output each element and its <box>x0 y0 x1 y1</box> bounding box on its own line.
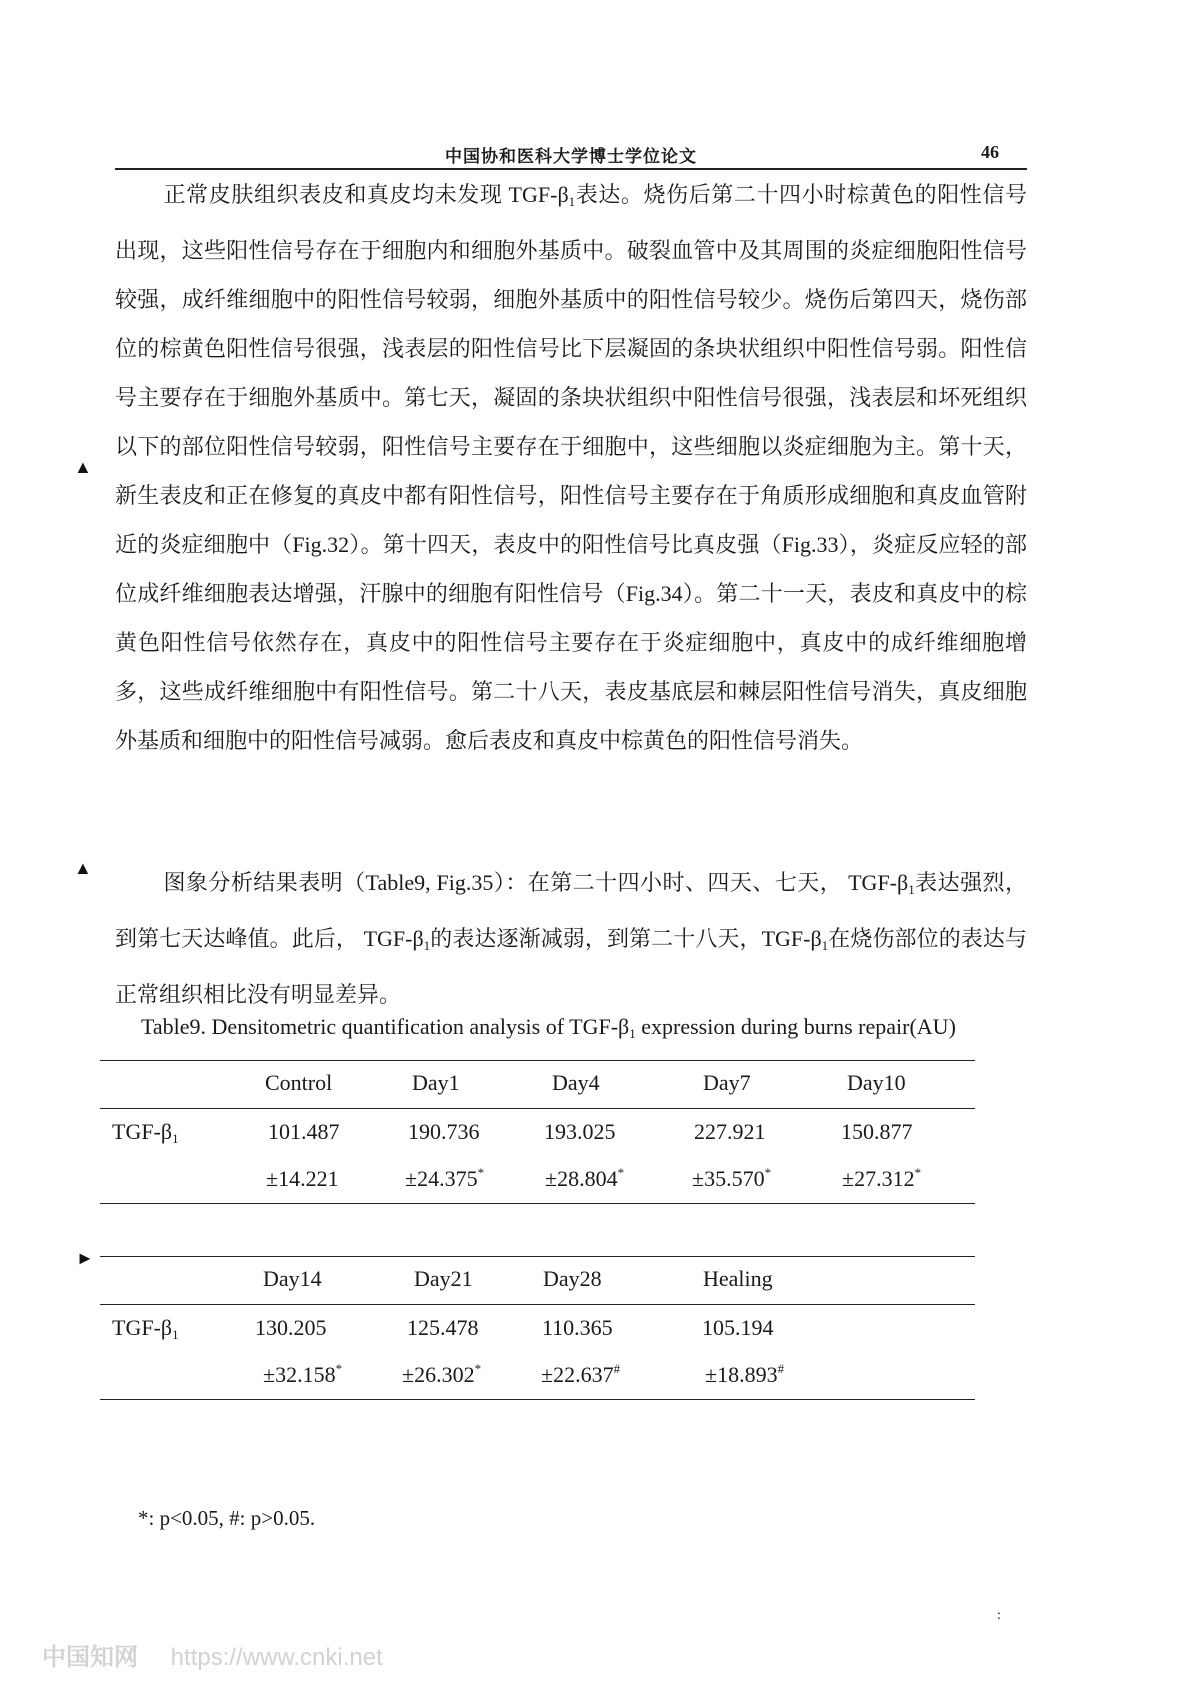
table-header-cell: Day1 <box>412 1070 460 1095</box>
table-header-cell: Healing <box>703 1266 773 1291</box>
table-top-rule <box>100 1060 975 1061</box>
table-footnote: *: p<0.05, #: p>0.05. <box>138 1506 316 1530</box>
scan-mark-icon: ▲ <box>74 858 92 878</box>
table-header-cell: Day28 <box>543 1266 602 1291</box>
table-bottom-rule <box>100 1399 975 1400</box>
sd-value: ±32.158* <box>263 1361 343 1387</box>
mean-value: 110.365 <box>542 1315 613 1340</box>
table-caption-text: Table9. Densitometric quantification analysis of TGF-$\beta_1$ expression during burns repair(AU) <box>141 1014 956 1041</box>
table-header-cell: Day10 <box>847 1070 906 1095</box>
table-header-rule <box>100 1304 975 1305</box>
sd-value: ±35.570* <box>692 1165 772 1191</box>
cnki-watermark <box>42 1637 383 1672</box>
mean-value: 105.194 <box>702 1315 774 1340</box>
mean-value: 125.478 <box>407 1315 479 1340</box>
mean-value: 193.025 <box>544 1119 616 1144</box>
sd-value: ±28.804* <box>545 1165 625 1191</box>
results-paragraph-text: 正常皮肤组织表皮和真皮均未发现 TGF-$\beta_1$表达。烧伤后第二十四小时棕黄色的阳性信号出现，这些阳性信号存在于细胞内和细胞外基质中。破裂血管中及其周围的炎症细胞阳性信号较强，成纤维细胞中的阳性信号较弱，细胞外基质中的阳性信号较少。烧伤后第四天，烧伤部位的棕黄色阳性信号很强，浅表层的阳性信号比下层凝固的条块状组织中阳性信号弱。阳性信号主要存在于细胞外基质中。第七天，凝固的条块状组织中阳性信号很强，浅表层和坏死组织以下的部位阳性信号较弱，阳性信号主要存在于细胞中，这些细胞以炎症细胞为主。第十天，新生表皮和正在修复的真皮中都有阳性信号，阳性信号主要存在于角质形成细胞和真皮血管附近的炎症细胞中（Fig.32）。第十四天，表皮中的阳性信号比真皮强（Fig.33），炎症反应轻的部位成纤维细胞表达增强，汗腺中的细胞有阳性信号（Fig.34）。第二十一天，表皮和真皮中的棕黄色阳性信号依然存在，真皮中的阳性信号主要存在于炎症细胞中，真皮中的成纤维细胞增多，这些成纤维细胞中有阳性信号。第二十八天，表皮基底层和棘层阳性信号消失，真皮细胞外基质和细胞中的阳性信号减弱。愈后表皮和真皮中棕黄色的阳性信号消失。 <box>115 182 1027 753</box>
row-label: TGF-$\beta_1$ <box>112 1119 179 1146</box>
table-header-cell: Day14 <box>263 1266 322 1291</box>
mean-value: 130.205 <box>255 1315 327 1340</box>
scan-mark-icon: ▲ <box>74 457 92 477</box>
table-header-cell: Control <box>265 1070 333 1095</box>
mean-value: 150.877 <box>841 1119 913 1144</box>
page-header <box>115 140 1027 170</box>
sd-value: ±22.637# <box>541 1361 621 1387</box>
sd-value: ±24.375* <box>405 1165 485 1191</box>
table-top-rule <box>100 1256 975 1257</box>
cnki-url: https://www.cnki.net <box>170 1644 383 1671</box>
page-number: 46 <box>981 142 999 162</box>
sd-value: ±27.312* <box>842 1165 922 1191</box>
mean-value: 227.921 <box>694 1119 766 1144</box>
table-bottom-rule <box>100 1203 975 1204</box>
sd-value: ±14.221 <box>266 1166 339 1191</box>
table-caption <box>115 1002 1027 1058</box>
table-header-cell: Day4 <box>552 1070 600 1095</box>
table-header-rule <box>100 1108 975 1109</box>
scan-mark-icon: ► <box>76 1248 94 1268</box>
scan-dot-icon: : <box>997 1608 1001 1623</box>
image-analysis-paragraph <box>115 858 1027 1019</box>
cnki-logo: 中国知网 <box>42 1644 138 1671</box>
results-paragraph <box>115 170 1027 765</box>
mean-value: 190.736 <box>408 1119 480 1144</box>
thesis-title: 中国协和医科大学博士学位论文 <box>445 147 697 166</box>
sd-value: ±26.302* <box>402 1361 482 1387</box>
table-header-cell: Day21 <box>414 1266 473 1291</box>
mean-value: 101.487 <box>268 1119 340 1144</box>
row-label: TGF-$\beta_1$ <box>112 1315 179 1342</box>
image-analysis-paragraph-text: 图象分析结果表明（Table9, Fig.35）：在第二十四小时、四天、七天， TGF-$\beta_1$表达强烈，到第七天达峰值。此后， TGF-$\beta_1$的表达逐渐减弱，到第二十八天，TGF-$\beta_1$在烧伤部位的表达与正常组织相比没有明显差异。 <box>115 870 1027 1007</box>
table-header-cell: Day7 <box>703 1070 751 1095</box>
sd-value: ±18.893# <box>705 1361 785 1387</box>
